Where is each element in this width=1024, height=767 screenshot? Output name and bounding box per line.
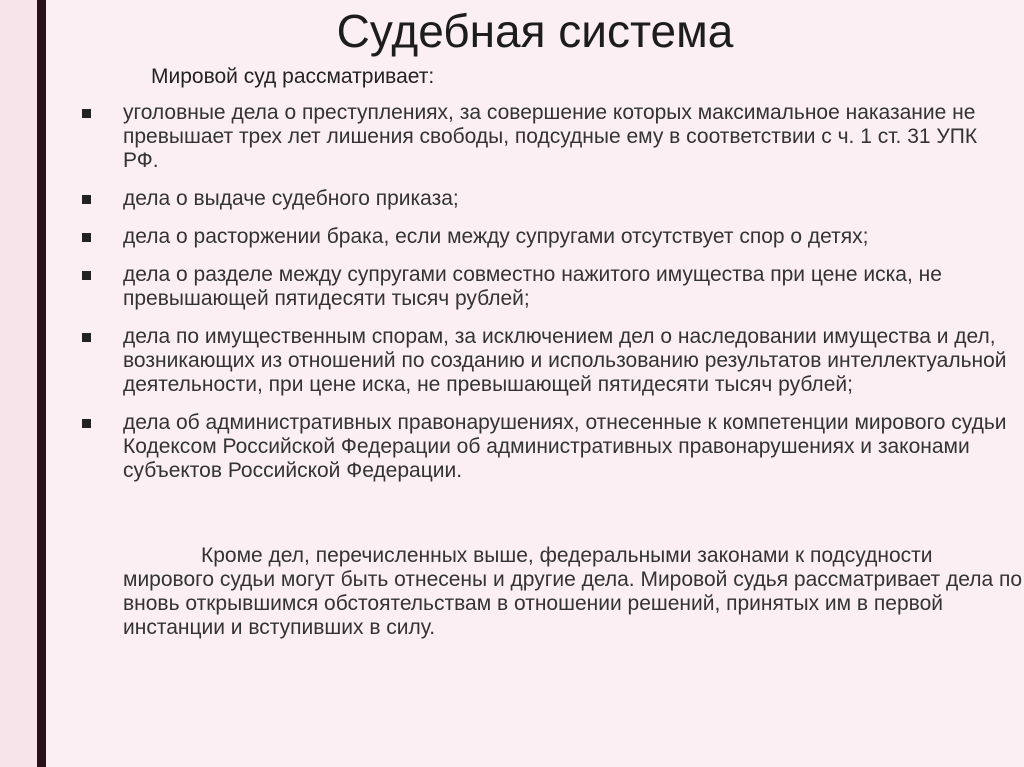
- list-item-text: дела о разделе между супругами совместно нажитого имущества при цене иска, не превышающей пятидесяти тысяч рублей;: [123, 263, 942, 310]
- square-bullet-icon: [82, 271, 91, 280]
- list-item: [76, 325, 1016, 397]
- list-item-text: уголовные дела о преступлениях, за совершение которых максимальное наказание не превышает трех лет лишения свободы, подсудные ему в соответствии с ч. 1 ст. 31 УПК РФ.: [123, 101, 978, 172]
- list-item: [76, 263, 1016, 311]
- list-item: [76, 225, 1016, 249]
- left-margin-strip: [0, 0, 37, 767]
- list-item-text: дела об административных правонарушениях, отнесенные к компетенции мирового судьи Кодексом Российской Федерации об административных правонарушениях и законами субъектов Российской Федерации.: [123, 411, 1007, 482]
- square-bullet-icon: [82, 195, 91, 204]
- bullet-list: [76, 101, 1016, 497]
- list-item-text: дела о выдаче судебного приказа;: [123, 187, 459, 210]
- square-bullet-icon: [82, 333, 91, 342]
- square-bullet-icon: [82, 419, 91, 428]
- list-item: [76, 187, 1016, 211]
- slide-title: Судебная система: [336, 5, 734, 57]
- closing-paragraph: Кроме дел, перечисленных выше, федеральными законами к подсудности мирового судьи могут быть отнесены и другие дела. Мировой судья рассматривает дела по вновь открывшимся обстоятельствам в отношении решений, принятых им в первой инстанции и вступивших в силу.: [123, 544, 1023, 639]
- slide: [46, 0, 1024, 767]
- list-item-text: дела по имущественным спорам, за исключением дел о наследовании имущества и дел, возникающих из отношений по созданию и использованию результатов интеллектуальной деятельности, при цене иска, не превышающей пятидесяти тысяч рублей;: [123, 325, 1007, 396]
- square-bullet-icon: [82, 233, 91, 242]
- accent-bar: [37, 0, 46, 767]
- list-item-text: дела о расторжении брака, если между супругами отсутствует спор о детях;: [123, 225, 869, 248]
- list-item: [76, 411, 1016, 483]
- square-bullet-icon: [82, 109, 91, 118]
- slide-subtitle: Мировой суд рассматривает:: [151, 65, 435, 88]
- list-item: [76, 101, 1016, 173]
